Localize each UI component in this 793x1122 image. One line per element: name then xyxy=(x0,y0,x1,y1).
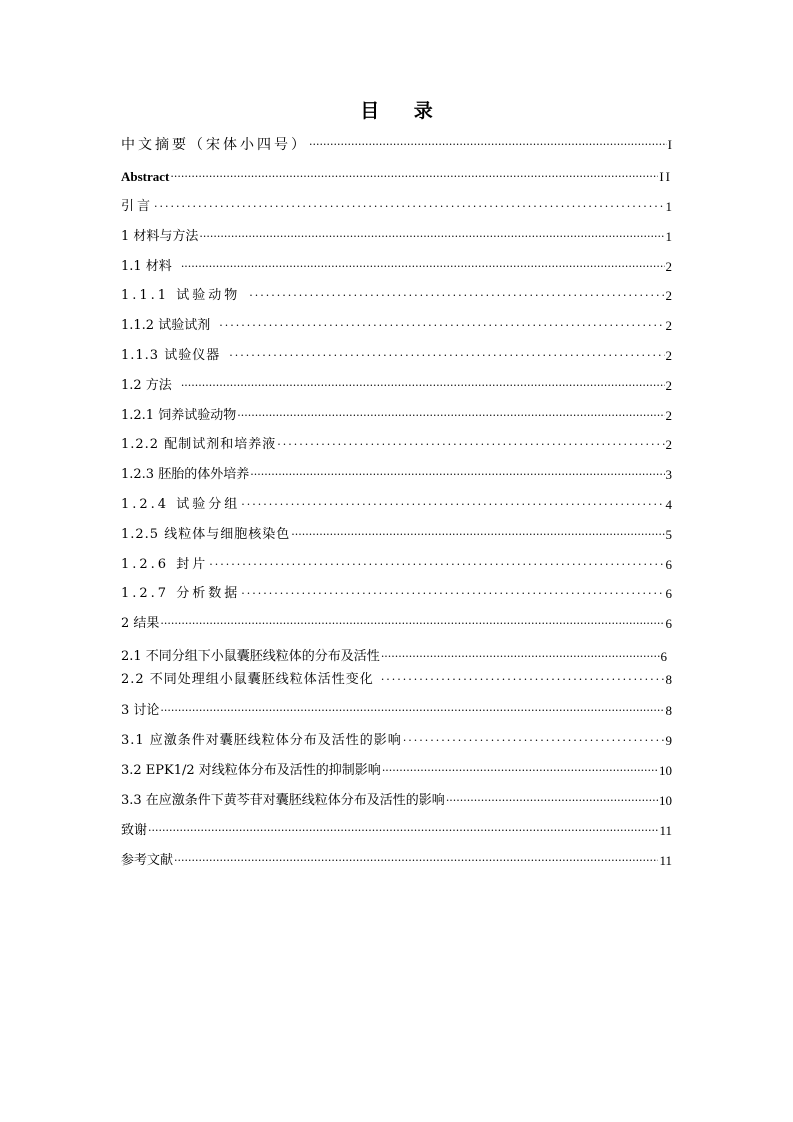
toc-entry[interactable] xyxy=(121,431,672,453)
toc-entry[interactable] xyxy=(121,253,672,275)
toc-leader xyxy=(219,318,664,334)
toc-leader xyxy=(181,259,665,275)
toc-entry[interactable] xyxy=(121,551,672,573)
toc-leader xyxy=(277,437,664,453)
toc-entry-page: 2 xyxy=(665,437,672,452)
toc-entry-page: I xyxy=(667,137,672,152)
toc-leader xyxy=(241,497,664,513)
toc-leader xyxy=(148,823,658,839)
toc-entry-label: 3.2 EPK1/2 对线粒体分布及活性的抑制影响 xyxy=(121,763,381,778)
toc-leader xyxy=(446,793,658,809)
toc-entry-page: 2 xyxy=(665,288,672,303)
toc-entry-page: 6 xyxy=(665,586,672,601)
toc-entry-page: 11 xyxy=(659,823,672,838)
toc-entry-label: 1.1.3 试验仪器 xyxy=(121,348,221,363)
toc-leader xyxy=(229,348,664,364)
toc-leader xyxy=(174,853,658,869)
toc-entry[interactable] xyxy=(121,163,672,185)
toc-entry-label: 1.2.2 配制试剂和培养液 xyxy=(121,437,277,452)
toc-entry-label: 2.2 不同处理组小鼠囊胚线粒体活性变化 xyxy=(121,672,374,687)
toc-entry-page: 8 xyxy=(665,672,672,687)
toc-entry-page: 10 xyxy=(659,763,672,778)
toc-entry-page: 11 xyxy=(659,853,672,868)
toc-entry-label: Abstract xyxy=(121,169,170,184)
page-title: 目 录 xyxy=(360,100,447,122)
toc-entry-page: 2 xyxy=(665,259,672,274)
toc-entry[interactable] xyxy=(121,643,667,665)
toc-entry-label: 3.1 应激条件对囊胚线粒体分布及活性的影响 xyxy=(121,733,402,748)
toc-leader xyxy=(381,672,665,688)
toc-entry-page: 2 xyxy=(665,408,672,423)
toc-entry-page: 6 xyxy=(660,649,667,664)
toc-entry-label: 1.1 材料 xyxy=(121,259,172,274)
toc-leader xyxy=(170,169,658,185)
toc-entry-label: 3.3 在应激条件下黄芩苷对囊胚线粒体分布及活性的影响 xyxy=(121,793,445,808)
toc-entry[interactable] xyxy=(121,727,672,749)
toc-entry-page: 5 xyxy=(665,527,672,542)
toc-entry[interactable] xyxy=(121,787,672,809)
toc-leader xyxy=(181,378,665,394)
toc-leader xyxy=(249,288,664,304)
toc-entry[interactable] xyxy=(121,847,672,869)
toc-leader xyxy=(154,199,664,215)
toc-entry[interactable] xyxy=(121,223,672,245)
toc-entry[interactable] xyxy=(121,193,672,215)
toc-leader xyxy=(241,586,664,602)
toc-entry-label: 1.1.1 试验动物 xyxy=(121,288,241,303)
toc-entry[interactable] xyxy=(121,131,672,153)
toc-entry-label: 引言 xyxy=(121,199,154,214)
toc-entry[interactable] xyxy=(121,282,672,304)
toc-entry[interactable] xyxy=(121,461,672,483)
toc-entry-page: 2 xyxy=(665,318,672,333)
toc-entry-page: 1 xyxy=(665,229,672,244)
toc-leader xyxy=(403,733,665,749)
toc-entry[interactable] xyxy=(121,402,672,424)
toc-entry-label: 1.2.6 封片 xyxy=(121,557,209,572)
toc-leader xyxy=(382,763,658,779)
toc-entry-label: 致谢 xyxy=(121,823,148,838)
toc-entry-page: 10 xyxy=(659,793,672,808)
toc-leader xyxy=(209,557,664,573)
toc-entry-page: II xyxy=(659,169,672,184)
toc-entry-label: 参考文献 xyxy=(121,853,174,868)
toc-leader xyxy=(309,137,667,153)
toc-entry[interactable] xyxy=(121,817,672,839)
toc-leader xyxy=(381,649,660,665)
toc-entry[interactable] xyxy=(121,697,672,719)
toc-entry[interactable] xyxy=(121,580,672,602)
toc-entry-label: 1.2.3 胚胎的体外培养 xyxy=(121,467,250,482)
toc-entry[interactable] xyxy=(121,610,672,632)
toc-leader xyxy=(199,229,664,245)
toc-leader xyxy=(250,467,664,483)
toc-entry-label: 1 材料与方法 xyxy=(121,229,199,244)
toc-entry-page: 6 xyxy=(665,557,672,572)
toc-entry-label: 1.1.2 试验试剂 xyxy=(121,318,211,333)
toc-entry[interactable] xyxy=(121,666,672,688)
toc-entry-page: 1 xyxy=(665,199,672,214)
toc-leader xyxy=(160,616,664,632)
toc-leader xyxy=(237,408,664,424)
toc-entry-label: 1.2.4 试验分组 xyxy=(121,497,241,512)
toc-entry-label: 2 结果 xyxy=(121,616,160,631)
toc-entry[interactable] xyxy=(121,757,672,779)
toc-entry-page: 9 xyxy=(665,733,672,748)
toc-leader xyxy=(160,703,664,719)
toc-entry[interactable] xyxy=(121,342,672,364)
toc-entry[interactable] xyxy=(121,312,672,334)
toc-entry-label: 3 讨论 xyxy=(121,703,160,718)
toc-entry-page: 4 xyxy=(665,497,672,512)
toc-entry-label: 1.2.1 饲养试验动物 xyxy=(121,408,237,423)
toc-entry-label: 1.2.7 分析数据 xyxy=(121,586,241,601)
toc-entry-label: 2.1 不同分组下小鼠囊胚线粒体的分布及活性 xyxy=(121,649,380,664)
toc-entry-page: 6 xyxy=(665,616,672,631)
toc-entry-page: 2 xyxy=(665,348,672,363)
toc-entry-label: 1.2 方法 xyxy=(121,378,172,393)
toc-entry[interactable] xyxy=(121,521,672,543)
toc-leader xyxy=(291,527,664,543)
toc-entry[interactable] xyxy=(121,372,672,394)
toc-entry-label: 1.2.5 线粒体与细胞核染色 xyxy=(121,527,291,542)
toc-entry-page: 2 xyxy=(665,378,672,393)
toc-entry-label: 中文摘要（宋体小四号） xyxy=(121,137,308,153)
toc-entry-page: 8 xyxy=(665,703,672,718)
toc-entry-page: 3 xyxy=(665,467,672,482)
toc-entry[interactable] xyxy=(121,491,672,513)
